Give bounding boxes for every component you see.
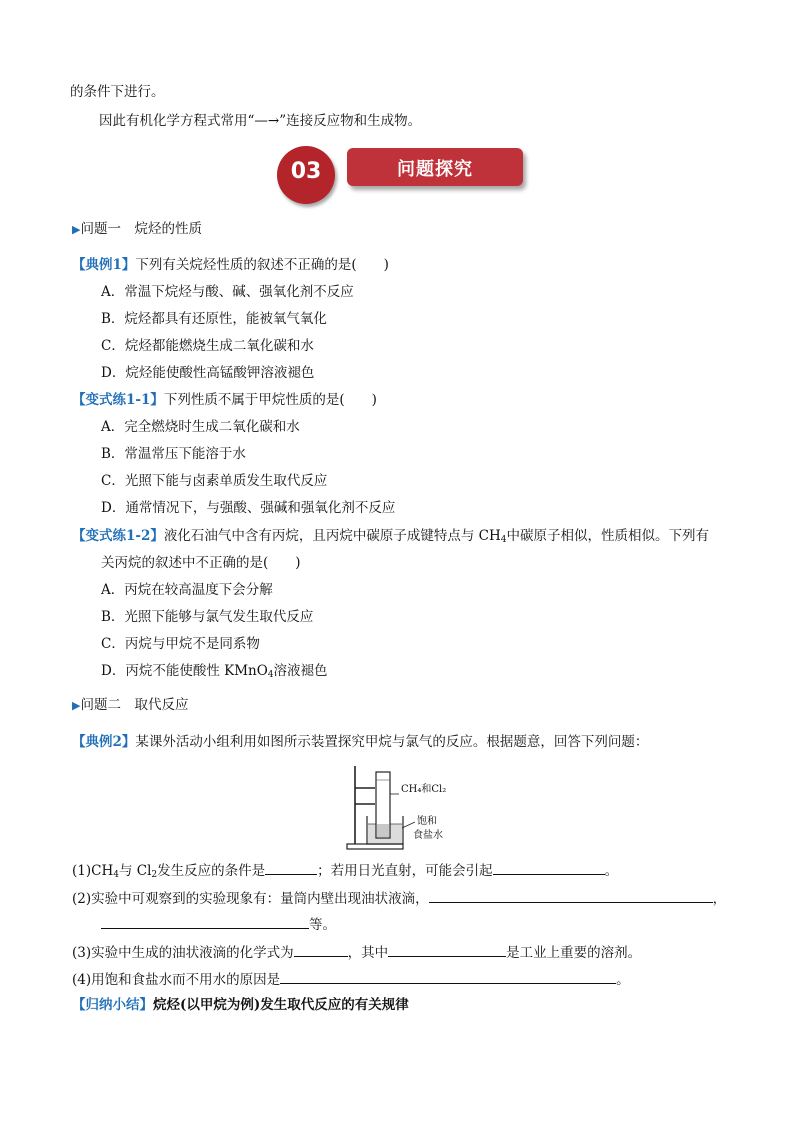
- variant-1-1-question: 下列性质不属于甲烷性质的是( ): [163, 392, 377, 408]
- question-1: [72, 861, 618, 884]
- intro-line-2-prefix: 因此有机化学方程式常用“: [99, 113, 255, 129]
- q1-text-c: 发生反应的条件是: [157, 863, 266, 879]
- variant-1-1-option-d: D．通常情况下，与强酸、强碱和强氧化剂不反应: [101, 500, 396, 516]
- q1-cl2-subscript: 2: [151, 870, 158, 880]
- example-2-tag: 【典例2】: [72, 734, 136, 750]
- label-brine: 食盐水: [413, 830, 443, 841]
- variant-1-1-option-c: C．光照下能与卤素单质发生取代反应: [101, 473, 328, 489]
- option-d-text-a: D．丙烷不能使酸性 KMnO: [101, 663, 268, 679]
- q4-text-b: 。: [616, 972, 630, 988]
- variant-1-1-option-b: B．常温常压下能溶于水: [101, 446, 246, 462]
- summary-text: 烷烃(以甲烷为例)发生取代反应的有关规律: [153, 997, 409, 1013]
- q1-answer-blank-1[interactable]: [265, 861, 317, 875]
- q1-text-d: ；若用日光直射，可能会引起: [317, 863, 493, 879]
- variant-1-2-option-a: A．丙烷在较高温度下会分解: [101, 582, 273, 598]
- q3-text-a: (3)实验中生成的油状液滴的化学式为: [72, 945, 294, 961]
- variant-1-1-stem: [72, 391, 377, 409]
- label-gas-mixture: CH₄和Cl₂: [401, 784, 447, 795]
- intro-line-1: 的条件下进行。: [70, 84, 165, 100]
- q3-text-c: 是工业上重要的溶剂。: [506, 945, 642, 961]
- question-4: [72, 970, 630, 989]
- q2-text-c: 等。: [309, 917, 336, 933]
- variant-1-2-option-c: C．丙烷与甲烷不是同系物: [101, 636, 260, 652]
- variant-1-2-tag: 【变式练1-2】: [72, 528, 164, 544]
- question-3: [72, 943, 641, 962]
- apparatus-figure: [345, 764, 465, 852]
- variant-1-2-question-line2: 关丙烷的叙述中不正确的是( ): [101, 555, 301, 571]
- example-1-option-c: C．烷烃都能燃烧生成二氧化碳和水: [101, 338, 314, 354]
- q2-text-a: (2)实验中可观察到的实验现象有：量筒内壁出现油状液滴，: [72, 891, 429, 907]
- intro-line-2-suffix: ”连接反应物和生成物。: [279, 113, 422, 129]
- example-1-option-d: D．烷烃能使酸性高锰酸钾溶液褪色: [101, 365, 315, 381]
- triangle-bullet-icon: ▶: [72, 699, 81, 712]
- q1-ch4-subscript: 4: [113, 870, 119, 880]
- ch4-subscript: 4: [500, 535, 507, 545]
- apparatus-drawing: [345, 764, 465, 852]
- example-2-question: 某课外活动小组利用如图所示装置探究甲烷与氯气的反应。根据题意，回答下列问题：: [135, 734, 649, 750]
- reaction-arrow: —→: [254, 113, 280, 129]
- q1-text-e: 。: [604, 863, 619, 879]
- q2-answer-blank-1[interactable]: [429, 889, 713, 903]
- variant-1-1-option-a: A．完全燃烧时生成二氧化碳和水: [101, 419, 300, 435]
- q3-text-b: ，其中: [347, 945, 389, 961]
- problem1-heading: [72, 220, 202, 239]
- example-1-question: 下列有关烷烃性质的叙述不正确的是( ): [135, 257, 389, 273]
- variant-1-2-question-a: 液化石油气中含有丙烷，且丙烷中碳原子成键特点与 CH: [163, 528, 501, 544]
- section-number: 03: [290, 159, 322, 184]
- variant-1-2-option-d: [101, 662, 328, 684]
- section-title: 问题探究: [397, 159, 473, 180]
- summary-heading: [72, 996, 409, 1014]
- q1-answer-blank-2[interactable]: [493, 861, 605, 875]
- question-2-line2: [101, 915, 336, 934]
- section-banner: [275, 146, 527, 204]
- option-d-text-b: 溶液褪色: [273, 663, 328, 679]
- problem2-heading-text: 问题二 取代反应: [80, 697, 189, 713]
- variant-1-2-question-b: 中碳原子相似，性质相似。下列有: [506, 528, 710, 544]
- intro-line-2: [99, 112, 421, 130]
- q4-text-a: (4)用饱和食盐水而不用水的原因是: [72, 972, 281, 988]
- triangle-bullet-icon: ▶: [72, 223, 81, 236]
- variant-1-1-tag: 【变式练1-1】: [72, 392, 164, 408]
- problem1-heading-text: 问题一 烷烃的性质: [80, 221, 202, 237]
- example-1-tag: 【典例1】: [72, 257, 136, 273]
- q2-text-b: ，: [712, 891, 727, 907]
- q1-text-a: (1)CH: [72, 863, 114, 879]
- q3-answer-blank-1[interactable]: [294, 943, 348, 957]
- q2-answer-blank-2[interactable]: [101, 915, 309, 929]
- example-1-stem: [72, 256, 389, 274]
- problem2-heading: [72, 696, 188, 715]
- label-saturated: 饱和: [417, 816, 437, 827]
- example-2-stem: [72, 733, 648, 751]
- kmno4-subscript: 4: [267, 670, 274, 680]
- variant-1-2-stem: [72, 527, 709, 549]
- q4-answer-blank[interactable]: [280, 970, 616, 984]
- q3-answer-blank-2[interactable]: [388, 943, 506, 957]
- q1-text-b: 与 Cl: [118, 863, 152, 879]
- question-2: [72, 889, 726, 908]
- summary-tag: 【归纳小结】: [72, 997, 153, 1013]
- example-1-option-b: B．烷烃都具有还原性，能被氧气氧化: [101, 311, 327, 327]
- variant-1-2-option-b: B．光照下能够与氯气发生取代反应: [101, 609, 314, 625]
- example-1-option-a: A．常温下烷烃与酸、碱、强氧化剂不反应: [101, 284, 354, 300]
